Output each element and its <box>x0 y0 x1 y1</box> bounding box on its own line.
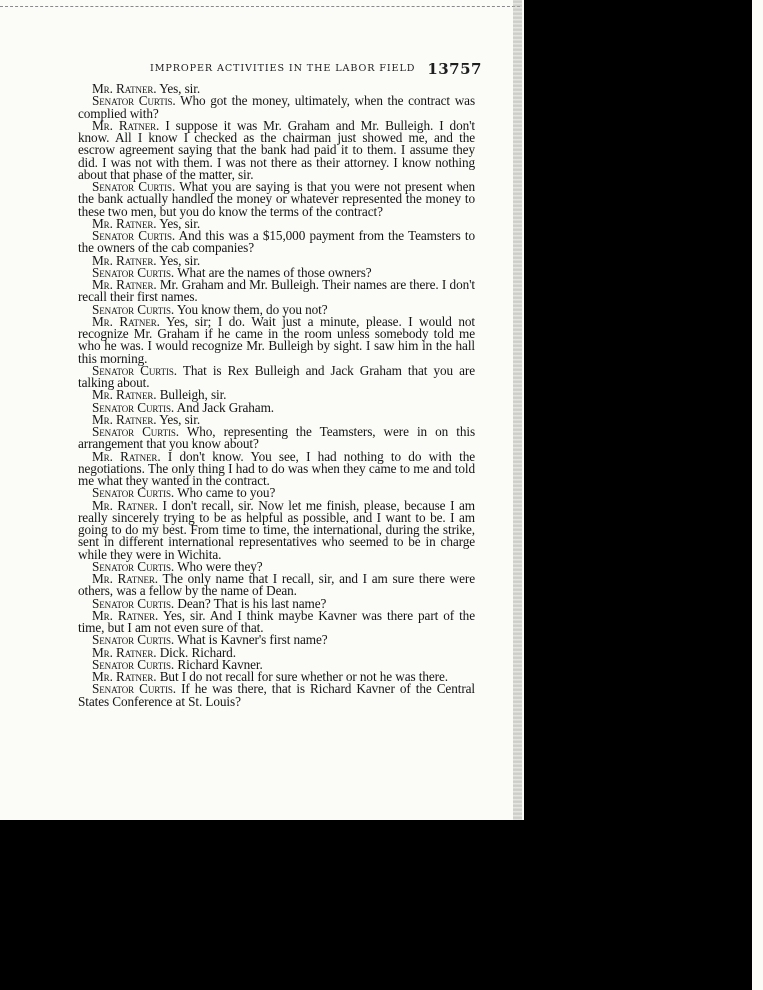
speaker-name: Mr. Ratner. <box>92 607 159 623</box>
header-title: IMPROPER ACTIVITIES IN THE LABOR FIELD <box>150 63 416 74</box>
spoken-text: I don't recall, sir. Now let me finish, please, because I am really sincerely trying to be as helpful as possible, and I want to be. I am going to do my best. From time to time, the international, during the strike, sent in different international representatives who seemed to be in charge while they were in Wichita. <box>78 497 475 562</box>
spoken-text: And Jack Graham. <box>176 399 274 415</box>
transcript-paragraph <box>78 181 475 218</box>
transcript-paragraph <box>78 95 475 120</box>
spoken-text: Yes, sir. <box>159 81 201 96</box>
spoken-text: The only name that I recall, sir, and I am sure there were others, was a fellow by the name of Dean. <box>78 571 475 599</box>
speaker-name: Mr. Ratner. <box>92 448 161 464</box>
transcript-paragraph <box>78 683 475 708</box>
spoken-text: And this was a $15,000 payment from the Teamsters to the owners of the cab companies? <box>78 228 475 256</box>
spoken-text: Who got the money, ultimately, when the contract was complied with? <box>78 93 475 121</box>
speaker-name: Senator Curtis. <box>92 362 178 378</box>
spoken-text: Yes, sir. <box>159 411 201 427</box>
transcript-paragraph <box>78 279 475 304</box>
spoken-text: What is Kavner's first name? <box>177 632 328 648</box>
transcript-paragraph <box>78 497 475 562</box>
speaker-name: Senator Curtis. <box>92 595 175 611</box>
speaker-name: Senator Curtis. <box>92 228 176 243</box>
spoken-text: But I do not recall for sure whether or not he was there. <box>159 669 448 684</box>
spoken-text: You know them, do you not? <box>176 301 328 317</box>
transcript-paragraph <box>78 230 475 255</box>
speaker-name: Senator Curtis. <box>92 179 176 194</box>
transcript-body <box>78 83 475 708</box>
speaker-name: Senator Curtis. <box>92 424 179 439</box>
transcript-paragraph <box>78 448 476 488</box>
spoken-text: I suppose it was Mr. Graham and Mr. Bulleigh. I don't know. All I know I checked as the chairman just showed me, and the escrow agreement saying that the bank had paid it to them. I assume they did. I was not with them. I was not there as their attorney. I know nothing about that phase of the matter, sir. <box>78 117 475 182</box>
page-binding-edge <box>513 0 522 820</box>
spoken-text: What you are saying is that you were not present when the bank actually handled the money or whatever represented the money to these two men, but you do know the terms of the contract? <box>78 179 475 219</box>
running-header <box>0 60 482 80</box>
speaker-name: Mr. Ratner. <box>92 215 157 231</box>
speaker-name: Mr. Ratner. <box>92 252 157 268</box>
speaker-name: Senator Curtis. <box>92 681 176 697</box>
transcript-paragraph <box>78 426 475 451</box>
spoken-text: Mr. Graham and Mr. Bulleigh. Their names are there. I don't recall their first names. <box>78 277 475 305</box>
spoken-text: Dean? That is his last name? <box>177 595 327 611</box>
spoken-text: Dick. Richard. <box>159 644 236 660</box>
spoken-text: Yes, sir. And I think maybe Kavner was there part of the time, but I am not even sure of that. <box>78 607 475 635</box>
spoken-text: Who came to you? <box>177 485 276 501</box>
spoken-text: Who, representing the Teamsters, were in on this arrangement that you know about? <box>78 424 476 452</box>
speaker-name: Senator Curtis. <box>92 558 175 574</box>
adjacent-page-edge <box>752 0 763 990</box>
speaker-name: Senator Curtis. <box>92 301 175 317</box>
spoken-text: Bulleigh, sir. <box>159 387 227 403</box>
spoken-text: That is Rex Bulleigh and Jack Graham that you are talking about. <box>78 362 476 390</box>
speaker-name: Mr. Ratner. <box>92 571 159 586</box>
spoken-text: Yes, sir. <box>159 215 201 231</box>
speaker-name: Senator Curtis. <box>92 399 175 415</box>
speaker-name: Mr. Ratner. <box>92 669 157 684</box>
transcript-paragraph <box>78 362 476 390</box>
transcript-paragraph <box>78 607 475 635</box>
speaker-name: Mr. Ratner. <box>92 81 157 96</box>
speaker-name: Senator Curtis. <box>92 656 175 672</box>
speaker-name: Mr. Ratner. <box>92 497 158 513</box>
spoken-text: Yes, sir; I do. Wait just a minute, please. I would not recognize Mr. Graham if he came in the room unless somebody told me who he was. I would recognize Mr. Bulleigh by sight. I saw him in the hall this morning. <box>78 313 475 366</box>
transcript-paragraph <box>78 117 475 182</box>
speaker-name: Senator Curtis. <box>92 632 175 648</box>
page-number: 13757 <box>427 60 482 78</box>
speaker-name: Senator Curtis. <box>92 485 175 501</box>
speaker-name: Senator Curtis. <box>92 264 175 280</box>
scan-top-border <box>0 6 520 7</box>
spoken-text: I don't know. You see, I had nothing to do with the negotiations. The only thing I had to do was when they came to me and told me what they wanted in the contract. <box>78 448 476 488</box>
spoken-text: Yes, sir. <box>159 252 201 268</box>
spoken-text: If he was there, that is Richard Kavner of the Central States Conference at St. Louis? <box>78 681 475 709</box>
speaker-name: Mr. Ratner. <box>92 387 157 403</box>
spoken-text: Who were they? <box>177 558 263 574</box>
speaker-name: Senator Curtis. <box>92 93 176 109</box>
speaker-name: Mr. Ratner. <box>92 313 160 329</box>
speaker-name: Mr. Ratner. <box>92 117 160 133</box>
speaker-name: Mr. Ratner. <box>92 411 157 427</box>
spoken-text: Richard Kavner. <box>177 656 263 672</box>
transcript-paragraph <box>78 313 475 366</box>
transcript-paragraph <box>78 573 475 598</box>
speaker-name: Mr. Ratner. <box>92 644 157 660</box>
spoken-text: What are the names of those owners? <box>177 264 372 280</box>
speaker-name: Mr. Ratner. <box>92 277 157 292</box>
